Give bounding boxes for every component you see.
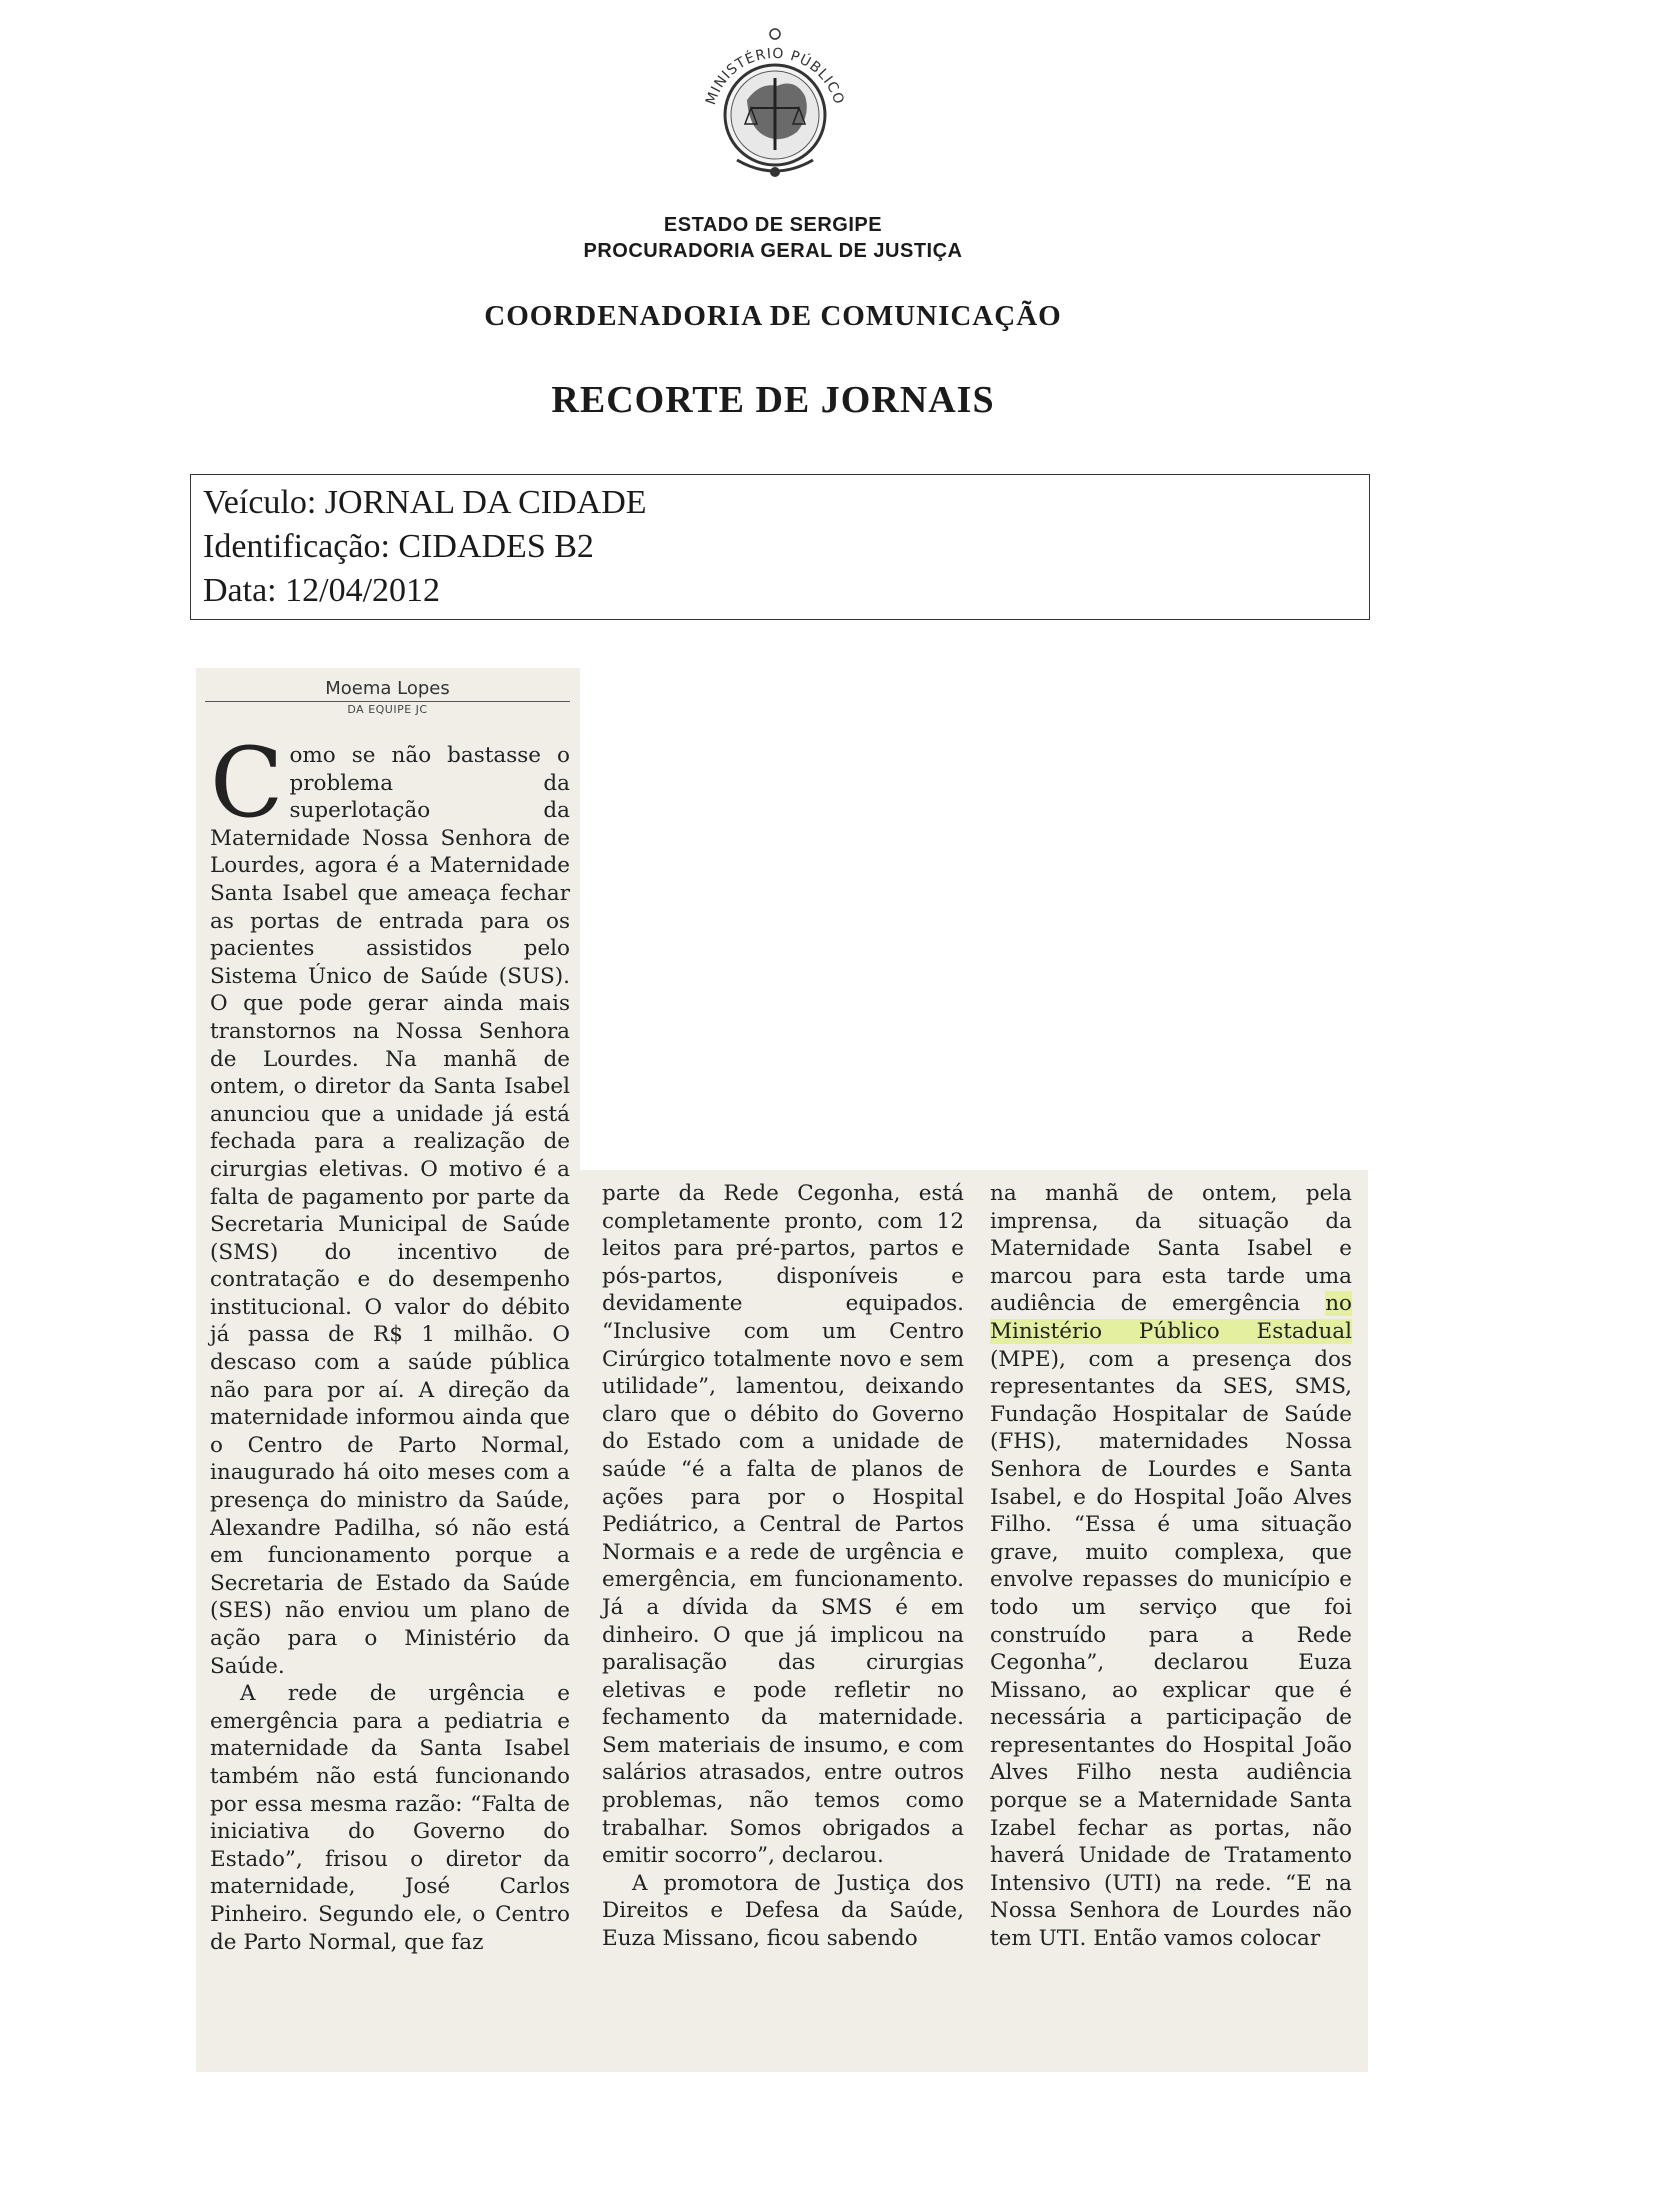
ministerio-publico-seal — [685, 20, 865, 200]
article-team: DA EQUIPE JC — [347, 703, 428, 716]
page-title: RECORTE DE JORNAIS — [551, 379, 995, 421]
seal-ring-text: MINISTÉRIO PÚBLICO — [703, 45, 847, 107]
column-2-paragraph-1: parte da Rede Cegonha, está completamente pronto, com 12 leitos para pré-partos, partos e pós-partos, disponíveis e devidamente equipados. “Inclusive com um Centro Cirúrgico totalmente novo e sem utilidade”, lamentou, deixando claro que o débito do Governo do Estado com a unidade de saúde “é a falta de planos de ações para por o Hospital Pediátrico, a Central de Partos Normais e a rede de urgência e emergência, em funcionamento. Já a dívida da SMS é em dinheiro. O que já implicou na paralisação das cirurgias eletivas e pode refletir no fechamento da maternidade. Sem materiais de insumo, e com salários atrasados, entre outros problemas, não temos como trabalhar. Somos obrigados a emitir socorro”, declarou. — [602, 1181, 964, 1869]
highlighted-text: no Ministério Público Estadual — [990, 1291, 1352, 1344]
state-name: ESTADO DE SERGIPE — [663, 214, 883, 236]
article-column-3 — [990, 1180, 1352, 1953]
byline-rule — [205, 701, 570, 702]
clipping-info-box — [190, 474, 1370, 620]
article-author: Moema Lopes — [325, 678, 450, 699]
veiculo-line: Veículo: JORNAL DA CIDADE — [203, 484, 647, 521]
drop-cap: C — [210, 727, 284, 839]
column-1-lead-paragraph: omo se não bastasse o problema da superlotação da Maternidade Nossa Senhora de Lourdes, agora é a Maternidade Santa Isabel que ameaça fechar as portas de entrada para os pacientes assistidos pelo Sistema Único de Saúde (SUS). O que pode gerar ainda mais transtornos na Nossa Senhora de Lourdes. Na manhã de ontem, o diretor da Santa Isabel anunciou que a unidade já está fechada para a realização de cirurgias eletivas. O motivo é a falta de pagamento por parte da Secretaria Municipal de Saúde (SMS) do incentivo de contratação e do desempenho institucional. O valor do débito já passa de R$ 1 milhão. O descaso com a saúde pública não para por aí. A direção da maternidade informou ainda que o Centro de Parto Normal, inaugurado há oito meses com a presença do ministro da Saúde, Alexandre Padilha, só não está em funcionamento porque a Secretaria de Estado da Saúde (SES) não enviou um plano de ação para o Ministério da Saúde. — [210, 743, 570, 1679]
column-3-text-a: na manhã de ontem, pela imprensa, da situação da Maternidade Santa Isabel e marcou para esta tarde uma audiência de emergência — [990, 1181, 1352, 1317]
column-2-paragraph-2: A promotora de Justiça dos Direitos e Defesa da Saúde, Euza Missano, ficou sabendo — [602, 1870, 964, 1952]
article-byline — [205, 678, 570, 716]
procuradoria-name: PROCURADORIA GERAL DE JUSTIÇA — [583, 240, 963, 262]
data-line: Data: 12/04/2012 — [203, 572, 441, 609]
coordenadoria-title: COORDENADORIA DE COMUNICAÇÃO — [484, 300, 1062, 332]
article-column-2 — [602, 1180, 964, 1953]
column-3-text-b: (MPE), com a presença dos representantes da SES, SMS, Fundação Hospitalar de Saúde (FHS), maternidades Nossa Senhora de Lourdes e Santa Isabel, e do Hospital João Alves Filho. “Essa é uma situação grave, muito complexa, que envolve repasses do município e todo um serviço que foi construído para a Rede Cegonha”, declarou Euza Missano, ao explicar que é necessária a participação de representantes do Hospital João Alves Filho nesta audiência porque se a Maternidade Santa Izabel fechar as portas, não haverá Unidade de Tratamento Intensivo (UTI) na rede. “E na Nossa Senhora de Lourdes não tem UTI. Então vamos colocar — [990, 1346, 1352, 1952]
column-1-paragraph-2: A rede de urgência e emergência para a pediatria e maternidade da Santa Isabel também não está funcionando por essa mesma razão: “Falta de iniciativa do Governo do Estado”, frisou o diretor da maternidade, José Carlos Pinheiro. Segundo ele, o Centro de Parto Normal, que faz — [210, 1681, 570, 1955]
article-column-1 — [210, 727, 570, 1956]
identificacao-line: Identificação: CIDADES B2 — [203, 528, 594, 565]
